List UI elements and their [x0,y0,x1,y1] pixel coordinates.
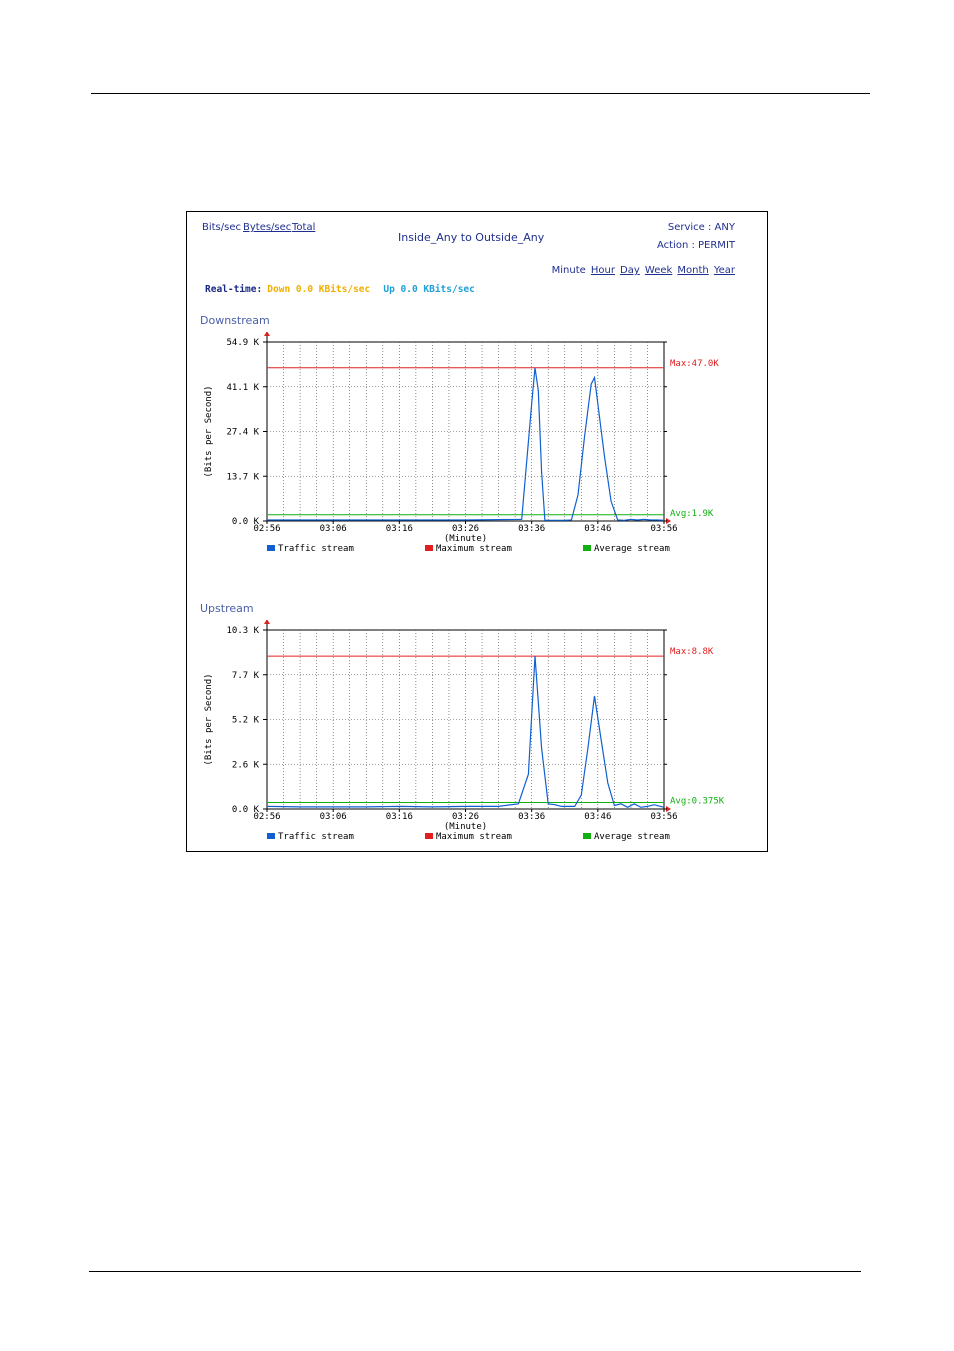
down-y-tick-label: 41.1 K [226,382,259,393]
down-legend-avg-label: Average stream [594,544,670,554]
service-label: Service : ANY [667,222,735,233]
down-y-axis-arrow [264,332,270,336]
up-y-axis-arrow [264,620,270,624]
up-x-tick-label: 03:16 [385,812,413,822]
up-x-tick-label: 03:36 [518,812,546,822]
down-y-tick-label: 27.4 K [226,427,259,438]
action-label: Action : PERMIT [656,240,735,251]
down-y-tick-label: 0.0 K [231,517,259,527]
up-legend-max-label: Maximum stream [436,832,512,842]
down-x-tick-label: 03:46 [584,524,612,534]
down-avg-label: Avg:1.9K [670,508,714,519]
up-x-tick-label: 02:56 [253,812,281,822]
down-y-tick-label: 54.9 K [226,338,259,348]
down-x-tick-label: 03:16 [385,524,413,534]
up-legend-traffic-label: Traffic stream [278,832,354,842]
realtime-row [205,277,475,296]
traffic-monitor-panel [186,211,768,852]
up-max-label: Max:8.8K [670,647,714,658]
down-y-tick-label: 13.7 K [226,472,259,483]
down-legend-max-swatch [425,545,433,551]
up-legend-max-swatch [425,833,433,839]
up-y-tick-label: 2.6 K [231,760,259,771]
down-x-tick-label: 03:36 [518,524,546,534]
period-day-link[interactable]: Day [620,265,640,276]
period-month-link[interactable]: Month [677,265,709,276]
up-y-tick-label: 0.0 K [231,805,259,815]
down-x-tick-label: 02:56 [253,524,281,534]
bytes-per-sec-link[interactable]: Bytes/sec [243,222,292,233]
period-hour-link[interactable]: Hour [590,265,615,276]
downstream-chart [197,332,757,572]
down-x-tick-label: 03:56 [650,524,678,534]
bits-per-sec-link[interactable]: Bits/sec [202,222,241,233]
up-y-tick-label: 7.7 K [231,670,259,681]
realtime-up: Up 0.0 KBits/sec [383,284,475,295]
footer-rule [89,1271,861,1272]
up-y-tick-label: 10.3 K [226,626,259,636]
total-link[interactable]: Total [292,222,316,233]
period-links [552,258,735,277]
up-legend-avg-label: Average stream [594,832,670,842]
period-year-link[interactable]: Year [713,265,735,276]
up-avg-label: Avg:0.375K [670,796,725,807]
header-rule [91,93,870,94]
up-y-axis-label: (Bits per Second) [204,673,214,766]
realtime-down: Down 0.0 KBits/sec [267,284,371,295]
up-legend-avg-swatch [583,833,591,839]
upstream-chart [197,620,757,860]
down-y-axis-label: (Bits per Second) [204,385,214,478]
down-x-axis-label: (Minute) [443,534,488,544]
monitor-title: Inside_Any to Outside_Any [398,231,545,244]
down-x-tick-label: 03:26 [451,524,480,534]
upstream-heading: Upstream [200,602,254,615]
up-x-tick-label: 03:46 [584,812,612,822]
up-x-tick-label: 03:26 [451,812,480,822]
down-legend-traffic-swatch [267,545,275,551]
realtime-label: Real-time: [205,284,263,295]
period-week-link[interactable]: Week [644,265,673,276]
down-legend-avg-swatch [583,545,591,551]
down-legend-traffic-label: Traffic stream [278,544,354,554]
down-x-tick-label: 03:06 [319,524,347,534]
up-x-tick-label: 03:06 [319,812,347,822]
up-y-tick-label: 5.2 K [231,715,259,726]
up-x-tick-label: 03:56 [650,812,678,822]
up-x-axis-label: (Minute) [443,822,488,832]
down-max-label: Max:47.0K [670,358,719,369]
up-legend-traffic-swatch [267,833,275,839]
downstream-heading: Downstream [200,314,270,327]
period-minute-link[interactable]: Minute [551,265,586,276]
down-legend-max-label: Maximum stream [436,544,512,554]
